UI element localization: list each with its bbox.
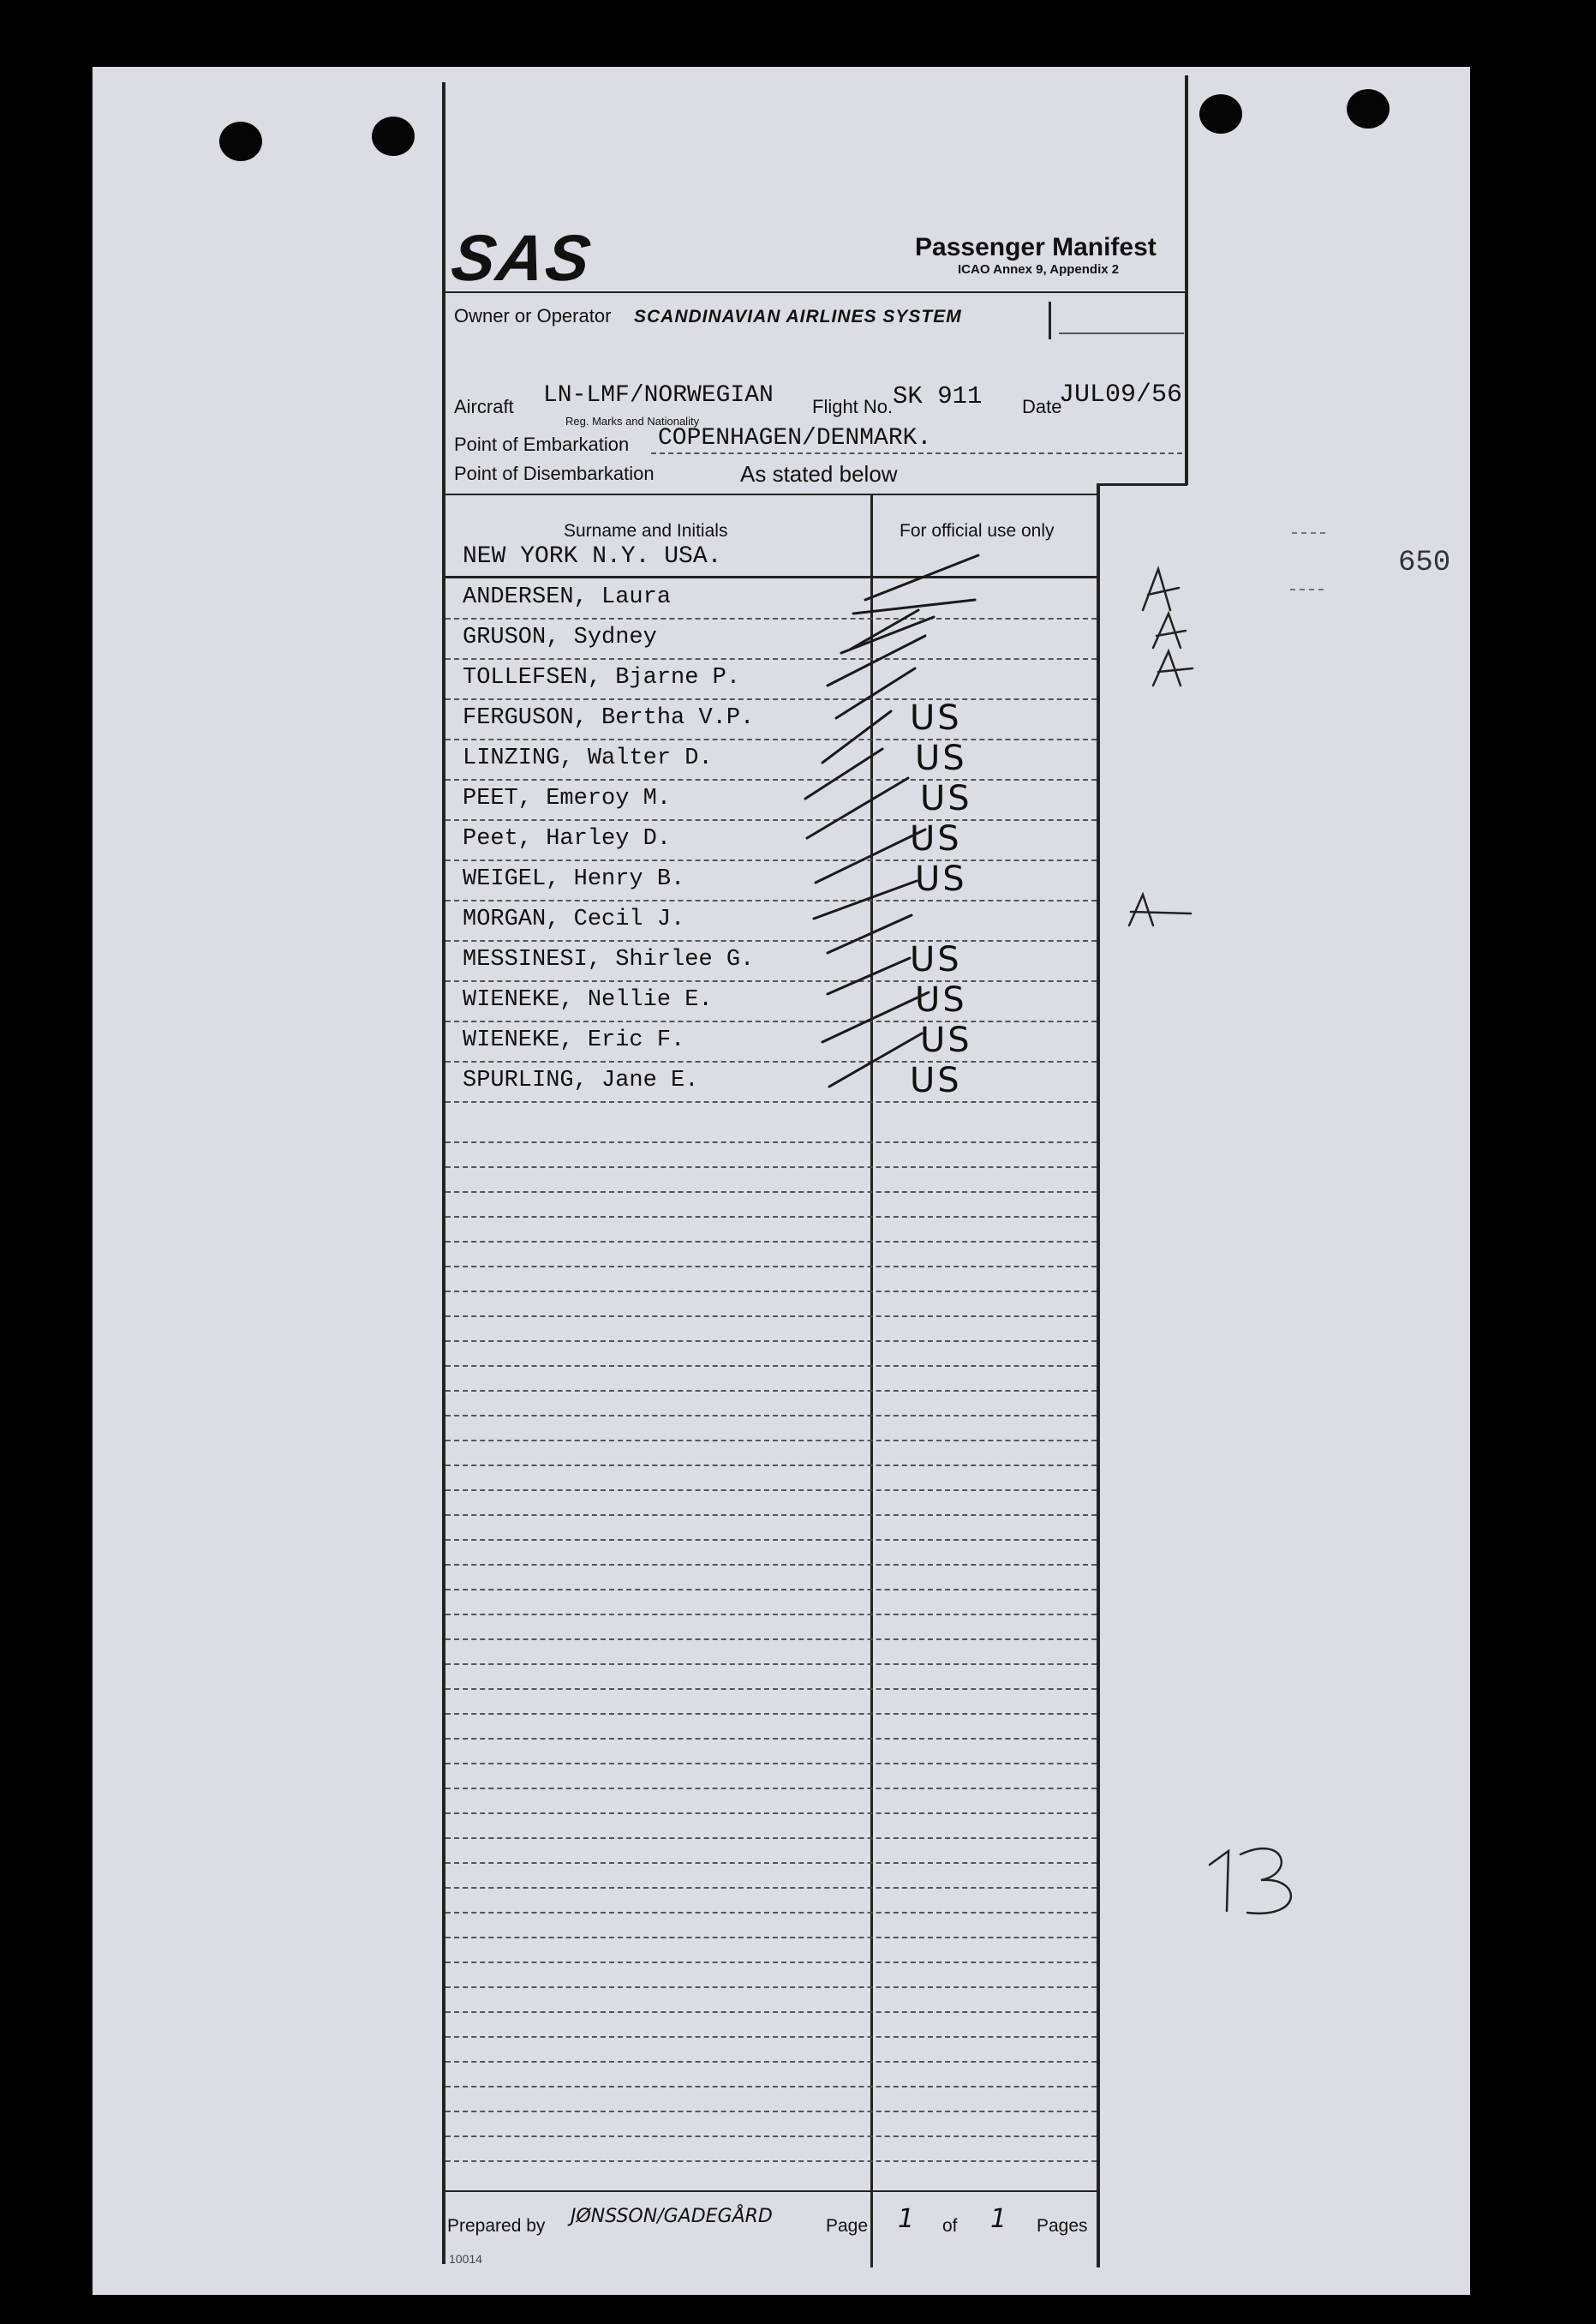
owner-label: Owner or Operator [454,305,612,326]
passenger-name: LINZING, Walter D. [463,746,713,771]
official-use-mark: US [920,1021,972,1060]
passenger-name: WIENEKE, Nellie E. [463,987,713,1013]
column-header-official: For official use only [900,521,1055,541]
of-value: 1 [990,2204,1007,2234]
official-use-mark: US [915,739,967,778]
passenger-name: WEIGEL, Henry B. [463,866,685,892]
date-label: Date [1022,396,1062,417]
passenger-name: PEET, Emeroy M. [463,786,672,812]
passenger-name: SPURLING, Jane E. [463,1068,699,1093]
owner-value: SCANDINAVIAN AIRLINES SYSTEM [634,307,962,326]
passenger-name: FERGUSON, Bertha V.P. [463,705,755,731]
page-value: 1 [898,2204,915,2234]
disembarkation-value: As stated below [740,461,898,487]
page-label: Page [826,2216,869,2236]
form-title: Passenger Manifest [915,233,1157,261]
official-use-mark: US [910,940,962,979]
prepared-label: Prepared by [447,2216,546,2236]
passenger-name: Peet, Harley D. [463,826,672,852]
official-use-mark: US [910,819,962,859]
aircraft-sub-label: Reg. Marks and Nationality [565,415,700,428]
official-use-mark: US [915,860,967,899]
passenger-name: GRUSON, Sydney [463,625,657,650]
official-use-mark: US [910,1061,962,1100]
aircraft-label: Aircraft [454,396,514,417]
official-use-mark: US [915,980,967,1020]
passenger-name: WIENEKE, Eric F. [463,1027,685,1053]
flight-value: SK 911 [893,382,983,410]
passenger-name: MORGAN, Cecil J. [463,907,685,932]
prepared-value: JØNSSON/GADEGÅRD [571,2206,773,2227]
flight-label: Flight No. [812,396,894,417]
date-value: JUL09/56 [1059,380,1183,410]
embarkation-label: Point of Embarkation [454,434,630,455]
official-use-mark: US [920,779,972,818]
form-reference: ICAO Annex 9, Appendix 2 [958,262,1120,277]
embarkation-value: COPENHAGEN/DENMARK. [658,425,932,452]
margin-number: 650 [1398,547,1451,579]
official-use-mark: US [910,698,962,738]
disembarkation-label: Point of Disembarkation [454,463,655,484]
column-header-name: Surname and Initials [564,521,728,541]
of-label: of [942,2216,958,2236]
destination-line: NEW YORK N.Y. USA. [463,543,722,570]
aircraft-value: LN-LMF/NORWEGIAN [543,382,774,409]
passenger-name: TOLLEFSEN, Bjarne P. [463,665,741,691]
sas-logo: SAS [447,222,597,295]
passenger-name: MESSINESI, Shirlee G. [463,947,755,973]
pages-label: Pages [1037,2216,1088,2236]
form-code: 10014 [449,2252,482,2266]
passenger-name: ANDERSEN, Laura [463,584,672,610]
